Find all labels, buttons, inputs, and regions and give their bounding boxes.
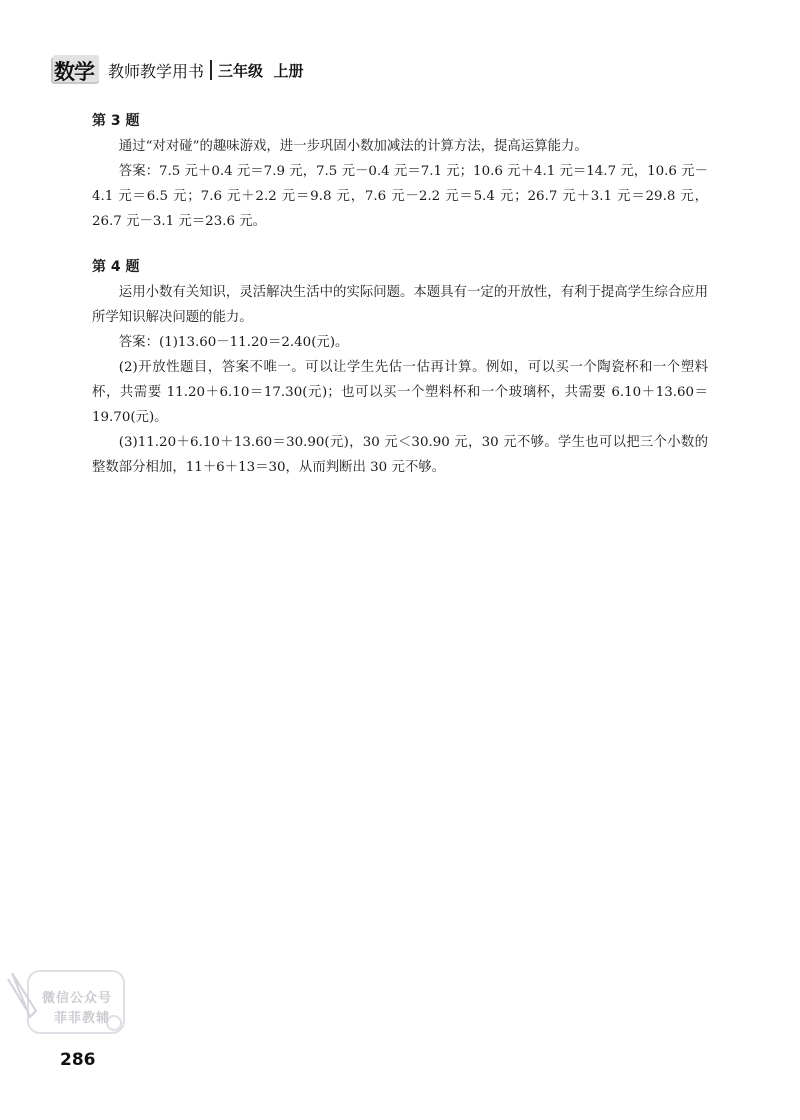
section-title: 第 3 题	[92, 113, 140, 129]
answer-paragraph: 答案：7.5 元＋0.4 元＝7.9 元，7.5 元－0.4 元＝7.1 元；10.6 元＋4.1 元＝14.7 元，10.6 元－4.1 元＝6.5 元；7.6 元＋2.2 元＝9.8 元，7.6 元－2.2 元＝5.4 元；26.7 元＋3.1 元＝29.8 元，26.7 元－3.1 元＝23.6 元。	[92, 164, 708, 229]
page-number: 286	[60, 1050, 96, 1070]
exercise-section	[92, 108, 708, 234]
paragraph: 通过“对对碰”的趣味游戏，进一步巩固小数加减法的计算方法，提高运算能力。	[118, 139, 588, 154]
watermark	[6, 965, 128, 1037]
exercise-section	[92, 254, 708, 480]
page-body	[92, 108, 708, 480]
section-title: 第 4 题	[92, 259, 140, 275]
answer-paragraph: (2)开放性题目，答案不唯一。可以让学生先估一估再计算。例如，可以买一个陶瓷杯和一个塑料杯，共需要 11.20＋6.10＝17.30(元)；也可以买一个塑料杯和一个玻璃杯，共需要 6.10＋13.60＝19.70(元)。	[92, 360, 708, 425]
grade-label: 三年级 上册	[218, 61, 304, 80]
header-divider	[210, 60, 212, 80]
book-title: 教师教学用书	[108, 61, 205, 81]
answer-paragraph: (3)11.20＋6.10＋13.60＝30.90(元)，30 元＜30.90 元，30 元不够。学生也可以把三个小数的整数部分相加，11＋6＋13＝30，从而判断出 30 元不够。	[92, 435, 708, 475]
watermark-line: 微信公众号	[42, 991, 113, 1006]
answer-paragraph: 答案：(1)13.60－11.20＝2.40(元)。	[118, 335, 349, 350]
watermark-line: 菲菲教辅	[54, 1011, 111, 1026]
logo-text: 数学	[54, 60, 94, 84]
math-logo	[50, 53, 102, 87]
running-header	[50, 52, 303, 88]
paragraph: 运用小数有关知识，灵活解决生活中的实际问题。本题具有一定的开放性，有利于提高学生综合应用所学知识解决问题的能力。	[92, 285, 708, 325]
